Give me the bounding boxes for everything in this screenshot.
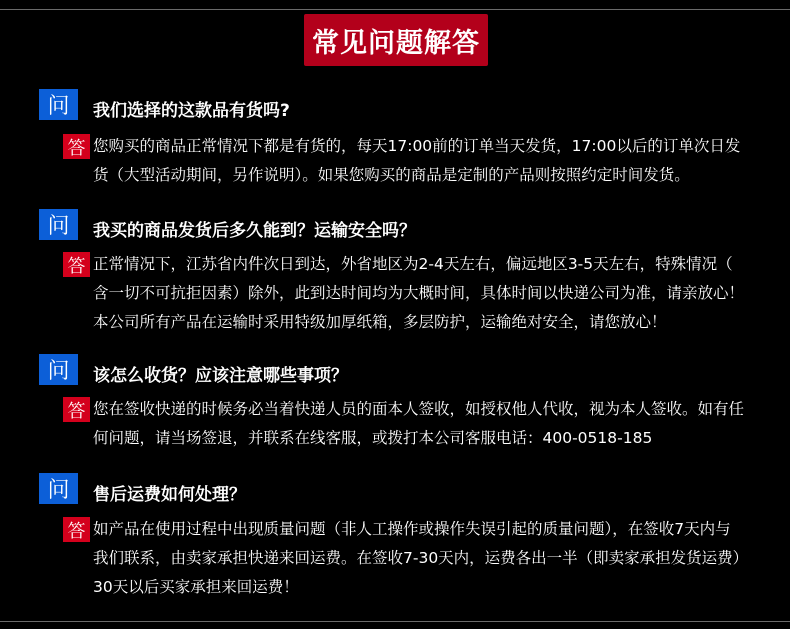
answer-badge: 答: [63, 517, 90, 542]
answer-line: 30天以后买家承担来回运费！: [93, 578, 299, 596]
bottom-divider: [0, 621, 790, 622]
top-divider: [0, 9, 790, 10]
answer-text: [93, 132, 773, 190]
answer-line: 货（大型活动期间，另作说明）。如果您购买的商品是定制的产品则按照约定时间发货。: [93, 166, 690, 184]
answer-line: 如产品在使用过程中出现质量问题（非人工操作或操作失误引起的质量问题），在签收7天内与: [93, 520, 731, 538]
title-banner: [304, 14, 488, 66]
answer-text: [93, 515, 773, 602]
question-text: 该怎么收货？应该注意哪些事项？: [93, 366, 348, 386]
answer-text: [93, 395, 773, 453]
answer-line: 含一切不可抗拒因素）除外，此到达时间均为大概时间，具体时间以快递公司为准，请亲放心！: [93, 284, 745, 302]
question-badge: 问: [39, 354, 78, 385]
answer-line: 本公司所有产品在运输时采用特级加厚纸箱，多层防护，运输绝对安全，请您放心！: [93, 313, 667, 331]
answer-badge: 答: [63, 134, 90, 159]
answer-text: [93, 250, 773, 337]
question-text: 我买的商品发货后多久能到？运输安全吗？: [93, 221, 416, 241]
page-title: 常见问题解答: [312, 27, 480, 59]
answer-line: 您在签收快递的时候务必当着快递人员的面本人签收，如授权他人代收，视为本人签收。如有任: [93, 400, 745, 418]
answer-line: 正常情况下，江苏省内件次日到达，外省地区为2-4天左右，偏远地区3-5天左右，特殊情况（: [93, 255, 733, 273]
question-badge: 问: [39, 209, 78, 240]
answer-line: 何问题，请当场签退，并联系在线客服，或拨打本公司客服电话：400-0518-185: [93, 429, 653, 447]
answer-line: 您购买的商品正常情况下都是有货的，每天17:00前的订单当天发货，17:00以后的订单次日发: [93, 137, 741, 155]
answer-badge: 答: [63, 397, 90, 422]
answer-line: 我们联系，由卖家承担快递来回运费。在签收7-30天内，运费各出一半（即卖家承担发货运费）: [93, 549, 749, 567]
question-text: 售后运费如何处理？: [93, 485, 246, 505]
question-badge: 问: [39, 89, 78, 120]
question-badge: 问: [39, 473, 78, 504]
answer-badge: 答: [63, 252, 90, 277]
question-text: 我们选择的这款品有货吗?: [93, 101, 290, 121]
